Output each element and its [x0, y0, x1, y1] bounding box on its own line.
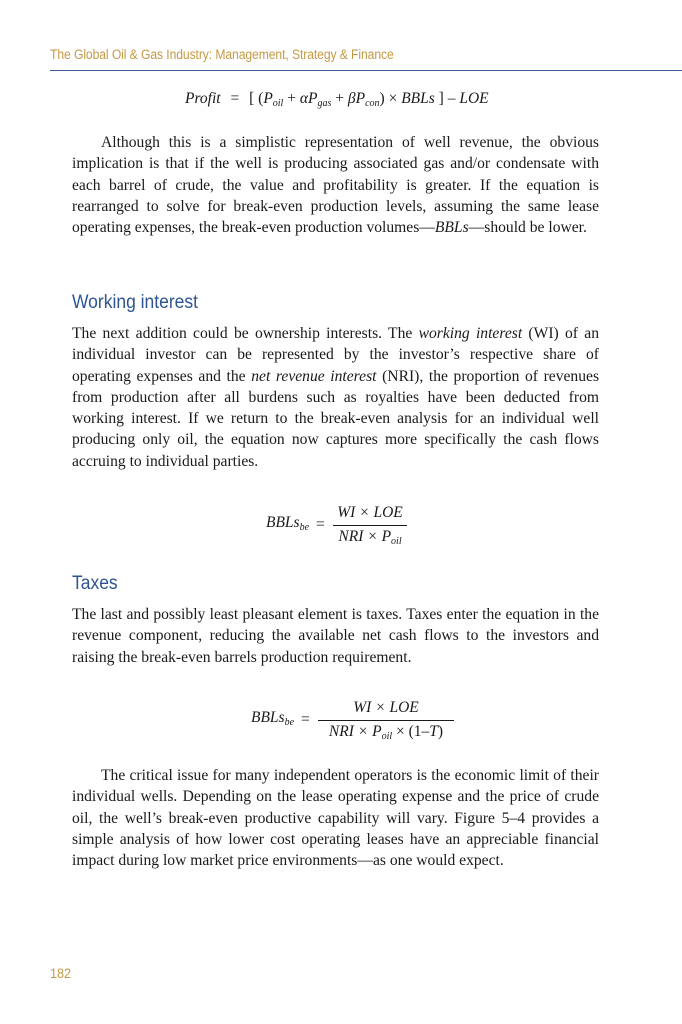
emphasis-net-revenue-interest: net revenue interest	[251, 367, 377, 385]
alpha-p-term: αP	[299, 90, 318, 107]
paragraph-revenue	[72, 132, 599, 238]
running-head: The Global Oil & Gas Industry: Management, Strategy & Finance	[50, 47, 394, 62]
bbls-term: BBLs	[251, 709, 285, 726]
emphasis-bbls: BBLs	[434, 219, 469, 237]
be-subscript: be	[299, 522, 310, 533]
fraction-bar	[333, 525, 407, 526]
breakeven-equation-taxes	[251, 697, 461, 747]
equation-lhs	[266, 514, 309, 532]
loe-term: LOE	[459, 90, 489, 107]
beta-p-term: βP	[347, 90, 366, 107]
paragraph-text: (NRI), the proportion of revenues from production after all burdens such as royalties have been deducted from working interest. If we return to the break-even analysis for an individual well producing only oil, the equation now captures more specifically the cash flows accruing to individual parties.	[72, 367, 600, 470]
be-subscript: be	[284, 717, 295, 728]
oil-subscript: oil	[391, 536, 402, 547]
p-term: P	[263, 90, 273, 107]
close-paren: )	[437, 723, 444, 740]
denominator	[319, 723, 453, 741]
paragraph-text: The next addition could be ownership interests. The	[72, 325, 419, 342]
equals-sign: =	[230, 90, 240, 107]
page-number: 182	[50, 965, 72, 981]
bbls-term: BBLs	[401, 90, 435, 107]
times-sign: ×	[384, 90, 402, 107]
tax-factor: × (1–	[392, 723, 430, 740]
oil-subscript: oil	[381, 731, 393, 742]
close-paren: )	[379, 90, 385, 107]
plus-sign: +	[283, 90, 300, 107]
paragraph-text: Although this is a simplistic representation of well revenue, the obvious implication is that if the well is producing associated gas and/or condensate with each barrel of crude, the value and profitability is greater. If the equation is rearranged to solve for break-even production levels, assuming the same lease operating expenses, the break-even production volumes—	[72, 134, 599, 237]
paragraph-working-interest	[72, 323, 599, 472]
denominator-text: NRI × P	[338, 528, 392, 545]
header-rule	[50, 70, 682, 71]
emphasis-working-interest: working interest	[418, 325, 523, 342]
equation-lhs	[251, 709, 294, 727]
heading-taxes: Taxes	[72, 573, 118, 594]
fraction-bar	[318, 720, 454, 721]
denominator-text: NRI × P	[328, 723, 382, 740]
gas-subscript: gas	[317, 98, 332, 109]
paragraph-taxes: The last and possibly least pleasant element is taxes. Taxes enter the equation in the revenue component, reducing the available net cash flows to the investors and raising the break-even barrels production requirement.	[72, 606, 599, 666]
tax-variable: T	[429, 723, 438, 740]
paragraph-text-end: —should be lower.	[468, 219, 587, 237]
open-bracket: [ (	[249, 90, 264, 107]
denominator	[334, 528, 406, 546]
paragraph-text: (WI) of an individual investor can be represented by the investor’s respective share of operating expenses and the	[72, 325, 599, 385]
paragraph-economic-limit: The critical issue for many independent operators is the economic limit of their individual wells. Depending on the lease operating expense and the price of crude oil, the well’s break-even productive capability will vary. Figure 5–4 provides a simple analysis of how lower cost operating leases have an appreciable financial impact during low market price environments—as one would expect.	[72, 767, 599, 870]
oil-subscript: oil	[272, 98, 284, 109]
breakeven-equation	[266, 502, 426, 552]
equals-sign: =	[316, 516, 325, 533]
bbls-term: BBLs	[266, 514, 300, 531]
profit-equation	[185, 90, 489, 108]
con-subscript: con	[365, 98, 380, 109]
plus-sign: +	[331, 90, 348, 107]
equals-sign: =	[301, 711, 310, 728]
profit-term: Profit	[185, 90, 221, 107]
numerator: WI × LOE	[353, 699, 419, 716]
heading-working-interest: Working interest	[72, 292, 198, 313]
close-bracket: ] –	[434, 90, 460, 107]
numerator: WI × LOE	[337, 504, 403, 521]
